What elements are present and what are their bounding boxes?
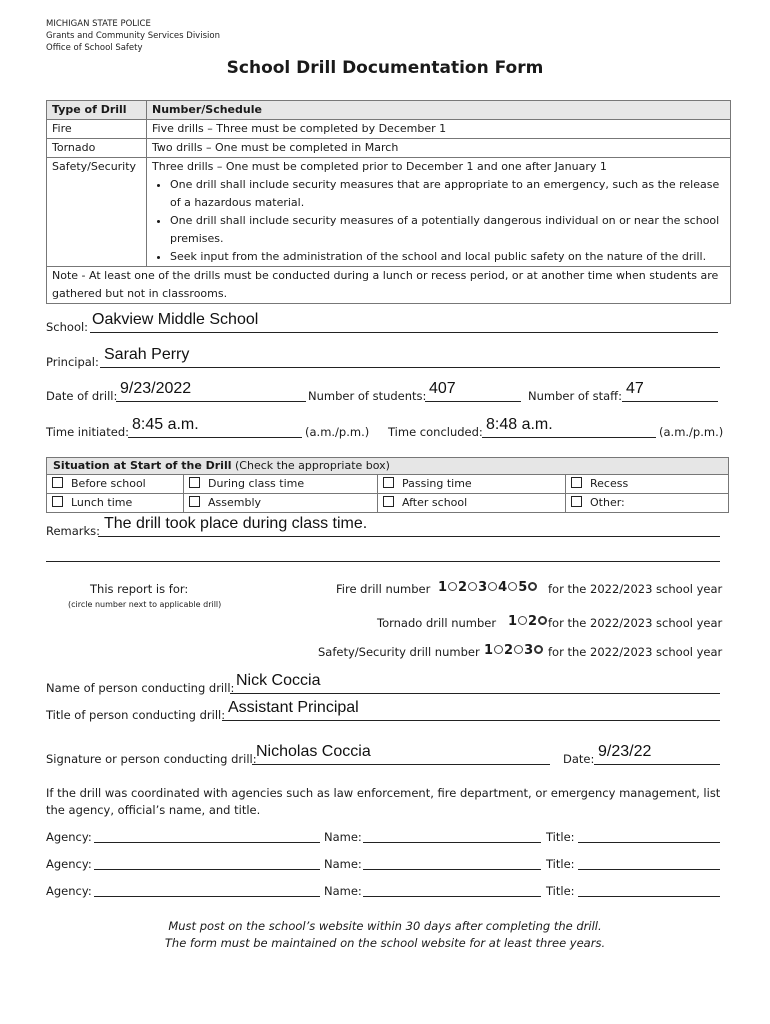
staff-field[interactable]: 47 [626, 380, 644, 397]
division-name: Grants and Community Services Division [46, 31, 220, 41]
date-label: Date of drill: [46, 389, 118, 403]
remarks-field[interactable]: The drill took place during class time. [104, 515, 368, 532]
time-concluded-label: Time concluded: [388, 425, 483, 439]
time-initiated-line[interactable] [128, 437, 302, 438]
row-fire-type: Fire [47, 120, 147, 139]
agency-field[interactable] [94, 842, 320, 843]
principal-field[interactable]: Sarah Perry [104, 346, 190, 363]
selection-circle-icon[interactable] [494, 645, 503, 654]
selection-circle-icon[interactable] [518, 616, 527, 625]
drill-number[interactable]: 3 [524, 643, 534, 658]
school-field[interactable]: Oakview Middle School [92, 311, 259, 328]
security-year-text: for the 2022/2023 school year [548, 645, 723, 659]
row-security-type: Safety/Security [47, 158, 147, 267]
checkbox[interactable] [52, 496, 63, 507]
option-assembly[interactable] [184, 494, 261, 512]
remarks-line[interactable] [98, 536, 720, 537]
signature-date-line[interactable] [594, 764, 720, 765]
agency-field[interactable] [94, 896, 320, 897]
remarks-line-2[interactable] [46, 561, 720, 562]
selection-circle-icon[interactable] [468, 582, 477, 591]
option-label: Recess [590, 477, 629, 490]
checkbox[interactable] [383, 496, 394, 507]
situation-header [47, 458, 728, 475]
checkbox[interactable] [571, 496, 582, 507]
signature-date-field[interactable]: 9/23/22 [598, 743, 652, 760]
agency-name-label: Name: [324, 830, 362, 844]
footer-line-1: Must post on the school’s website within 30 days after completing the drill. [168, 919, 602, 933]
signature-line[interactable] [252, 764, 550, 765]
agency-title-field[interactable] [578, 896, 720, 897]
option-label: Lunch time [71, 496, 133, 509]
fire-drill-number-selector[interactable] [438, 580, 538, 595]
row-fire-schedule: Five drills – Three must be completed by December 1 [147, 120, 731, 139]
situation-checklist [46, 457, 729, 513]
students-field-line[interactable] [425, 401, 521, 402]
situation-row [47, 493, 728, 512]
option-label: Other: [590, 496, 625, 509]
col-header-schedule: Number/Schedule [147, 101, 731, 120]
circle-instruction: (circle number next to applicable drill) [68, 600, 222, 609]
school-label: School: [46, 320, 89, 334]
footer-line-2: The form must be maintained on the school website for at least three years. [164, 936, 606, 950]
security-drill-number-selector[interactable] [484, 643, 544, 658]
staff-label: Number of staff: [528, 389, 622, 403]
drill-number[interactable]: 2 [504, 643, 514, 658]
option-recess[interactable] [566, 475, 628, 493]
drill-number[interactable]: 2 [528, 614, 538, 629]
option-label: Assembly [208, 496, 262, 509]
agency-name: MICHIGAN STATE POLICE [46, 19, 151, 29]
agency-title-label: Title: [546, 884, 575, 898]
bullet-item: • One drill shall include security measures that are appropriate to an emergency, such as the release of a hazardous material. [170, 176, 725, 212]
bullet-item: • Seek input from the administration of the school and local public safety on the nature of the drill. [170, 248, 725, 266]
principal-field-line[interactable] [100, 367, 720, 368]
conductor-title-field[interactable]: Assistant Principal [228, 699, 359, 716]
ampm-note: (a.m./p.m.) [305, 425, 370, 439]
security-schedule-text: Three drills – One must be completed prior to December 1 and one after January 1 [152, 160, 607, 173]
option-label: Passing time [402, 477, 472, 490]
agency-official-field[interactable] [363, 869, 541, 870]
situation-row [47, 475, 728, 493]
checkbox[interactable] [383, 477, 394, 488]
checkbox[interactable] [189, 496, 200, 507]
option-during-class[interactable] [184, 475, 304, 493]
option-passing-time[interactable] [378, 475, 472, 493]
report-for-label: This report is for: [90, 582, 189, 596]
staff-field-line[interactable] [622, 401, 718, 402]
office-name: Office of School Safety [46, 43, 143, 53]
conductor-title-label: Title of person conducting drill: [46, 708, 226, 722]
agency-label: Agency: [46, 884, 92, 898]
selection-circle-icon[interactable] [538, 616, 547, 625]
selection-circle-icon[interactable] [448, 582, 457, 591]
conductor-name-label: Name of person conducting drill: [46, 681, 235, 695]
drill-requirements-table [46, 100, 731, 304]
time-initiated-field[interactable]: 8:45 a.m. [132, 416, 199, 433]
tornado-drill-label: Tornado drill number [377, 616, 497, 630]
option-after-school[interactable] [378, 494, 467, 512]
agency-name-label: Name: [324, 857, 362, 871]
agencies-instructions: If the drill was coordinated with agencies such as law enforcement, fire department, or emergency management, list the agency, official’s name, and title. [46, 786, 721, 817]
col-header-type: Type of Drill [47, 101, 147, 120]
time-initiated-label: Time initiated: [46, 425, 129, 439]
students-field[interactable]: 407 [429, 380, 456, 397]
drill-number[interactable]: 5 [518, 580, 528, 595]
agency-official-field[interactable] [363, 896, 541, 897]
remarks-label: Remarks: [46, 524, 101, 538]
checkbox[interactable] [189, 477, 200, 488]
option-lunch-time[interactable] [47, 494, 132, 512]
agency-title-label: Title: [546, 830, 575, 844]
drill-number[interactable]: 1 [508, 614, 518, 629]
drill-number[interactable]: 4 [498, 580, 508, 595]
signature-field[interactable]: Nicholas Coccia [256, 743, 371, 760]
security-drill-label: Safety/Security drill number [318, 645, 480, 659]
situation-header-title: Situation at Start of the Drill [53, 459, 232, 472]
row-tornado-type: Tornado [47, 139, 147, 158]
bullet-item: • One drill shall include security measures of a potentially dangerous individual on or near the school premises. [170, 212, 725, 248]
conductor-name-line[interactable] [230, 693, 720, 694]
agency-official-field[interactable] [363, 842, 541, 843]
selection-circle-icon[interactable] [528, 582, 537, 591]
drill-number[interactable]: 1 [484, 643, 494, 658]
school-field-line[interactable] [90, 332, 718, 333]
signature-date-label: Date: [563, 752, 595, 766]
selection-circle-icon[interactable] [488, 582, 497, 591]
option-other[interactable] [566, 494, 625, 512]
agency-name-label: Name: [324, 884, 362, 898]
option-label: After school [402, 496, 468, 509]
agency-title-field[interactable] [578, 869, 720, 870]
drill-number[interactable]: 2 [458, 580, 468, 595]
fire-year-text: for the 2022/2023 school year [548, 582, 723, 596]
agency-title-field[interactable] [578, 842, 720, 843]
selection-circle-icon[interactable] [514, 645, 523, 654]
drill-number[interactable]: 1 [438, 580, 448, 595]
drill-number[interactable]: 3 [478, 580, 488, 595]
row-tornado-schedule: Two drills – One must be completed in March [147, 139, 731, 158]
conductor-name-field[interactable]: Nick Coccia [236, 672, 321, 689]
form-title: School Drill Documentation Form [226, 58, 544, 78]
time-concluded-field[interactable]: 8:48 a.m. [486, 416, 553, 433]
option-before-school[interactable] [47, 475, 146, 493]
agency-label: Agency: [46, 857, 92, 871]
selection-circle-icon[interactable] [508, 582, 517, 591]
date-field[interactable]: 9/23/2022 [120, 380, 192, 397]
tornado-drill-number-selector[interactable] [508, 614, 548, 629]
option-label: Before school [71, 477, 146, 490]
date-field-line[interactable] [116, 401, 306, 402]
checkbox[interactable] [52, 477, 63, 488]
signature-label: Signature or person conducting drill: [46, 752, 257, 766]
students-label: Number of students: [308, 389, 427, 403]
situation-header-note: (Check the appropriate box) [235, 459, 390, 472]
fire-drill-label: Fire drill number [336, 582, 431, 596]
option-label: During class time [208, 477, 305, 490]
ampm-note: (a.m./p.m.) [659, 425, 724, 439]
selection-circle-icon[interactable] [534, 645, 543, 654]
security-bullet-list [152, 176, 725, 266]
tornado-year-text: for the 2022/2023 school year [548, 616, 723, 630]
checkbox[interactable] [571, 477, 582, 488]
agency-field[interactable] [94, 869, 320, 870]
agency-label: Agency: [46, 830, 92, 844]
principal-label: Principal: [46, 355, 99, 369]
drill-note: Note - At least one of the drills must be conducted during a lunch or recess period, or at another time when students are gathered but not in classrooms. [47, 267, 731, 304]
row-security-schedule [147, 158, 731, 267]
agency-title-label: Title: [546, 857, 575, 871]
time-concluded-line[interactable] [482, 437, 656, 438]
conductor-title-line[interactable] [222, 720, 720, 721]
